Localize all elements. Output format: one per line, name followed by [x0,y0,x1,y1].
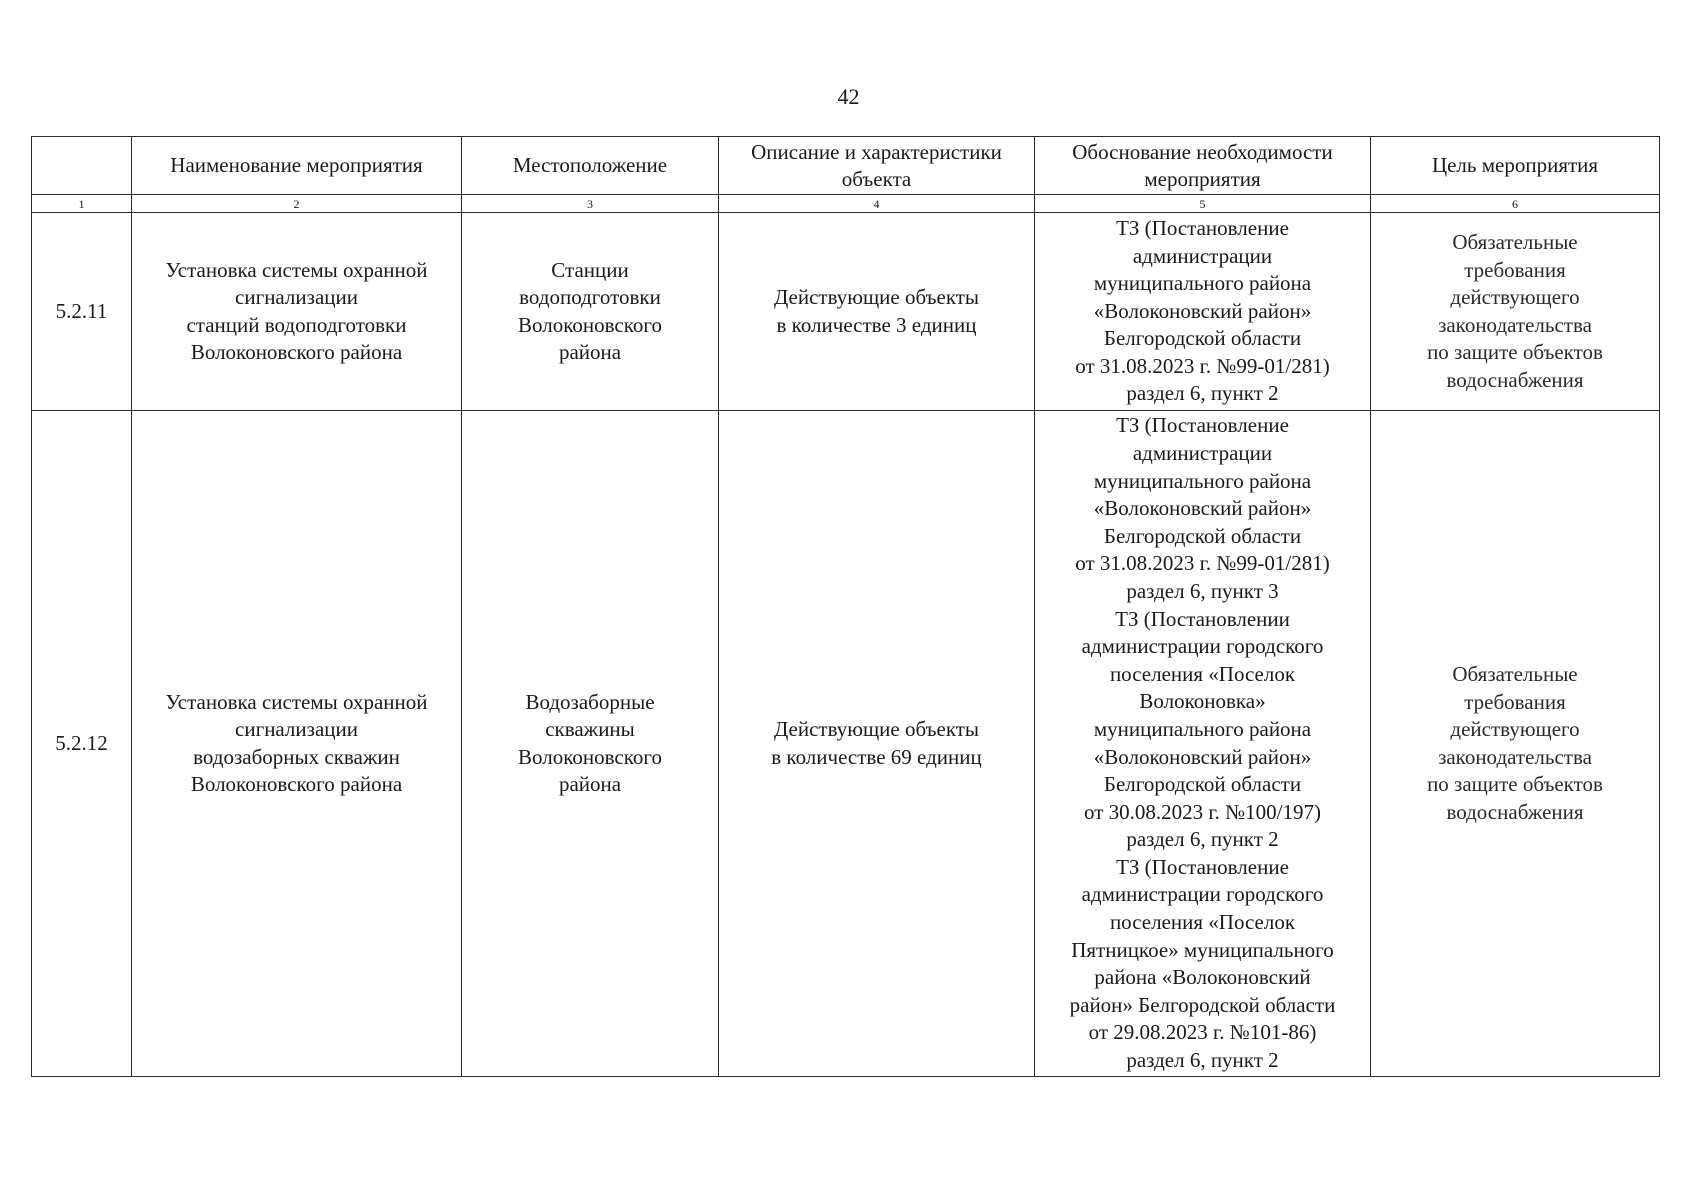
header-goal: Цель мероприятия [1371,137,1660,195]
column-number: 6 [1371,195,1660,213]
header-location: Местоположение [462,137,719,195]
row-number: 5.2.11 [32,213,132,411]
page-number: 42 [837,84,860,109]
location-cell: Станции водоподготовки Волоконовского района [462,213,719,411]
justification-cell: ТЗ (Постановление администрации муниципального района «Волоконовский район» Белгородской области от 31.08.2023 г. №99-01/281) раздел 6, пункт 2 [1035,213,1371,411]
measures-table [31,136,1660,1077]
header-measure-name: Наименование мероприятия [132,137,462,195]
location-cell: Водозаборные скважины Волоконовского района [462,411,719,1077]
justification-cell: ТЗ (Постановление администрации муниципального района «Волоконовский район» Белгородской области от 31.08.2023 г. №99-01/281) раздел 6, пункт 3 ТЗ (Постановлении администрации городского поселения «Поселок Волоконовка» муниципального района «Волоконовский район» Белгородской области от 30.08.2023 г. №100/197) раздел 6, пункт 2 ТЗ (Постановление администрации городского поселения «Поселок Пятницкое» муниципального района «Волоконовский район» Белгородской области от 29.08.2023 г. №101-86) раздел 6, пункт 2 [1035,411,1371,1077]
header-description: Описание и характеристики объекта [719,137,1035,195]
table-row [32,411,1660,1077]
goal-cell: Обязательные требования действующего законодательства по защите объектов водоснабжения [1371,411,1660,1077]
description-cell: Действующие объекты в количестве 3 единиц [719,213,1035,411]
header-number [32,137,132,195]
description-cell: Действующие объекты в количестве 69 единиц [719,411,1035,1077]
header-justification: Обоснование необходимости мероприятия [1035,137,1371,195]
table-row [32,213,1660,411]
column-number: 5 [1035,195,1371,213]
goal-cell: Обязательные требования действующего законодательства по защите объектов водоснабжения [1371,213,1660,411]
row-number: 5.2.12 [32,411,132,1077]
measure-name-cell: Установка системы охранной сигнализации водозаборных скважин Волоконовского района [132,411,462,1077]
measure-name-cell: Установка системы охранной сигнализации станций водоподготовки Волоконовского района [132,213,462,411]
column-number: 1 [32,195,132,213]
column-number: 4 [719,195,1035,213]
column-number: 3 [462,195,719,213]
column-number: 2 [132,195,462,213]
table-header-row [32,137,1660,195]
column-number-row [32,195,1660,213]
